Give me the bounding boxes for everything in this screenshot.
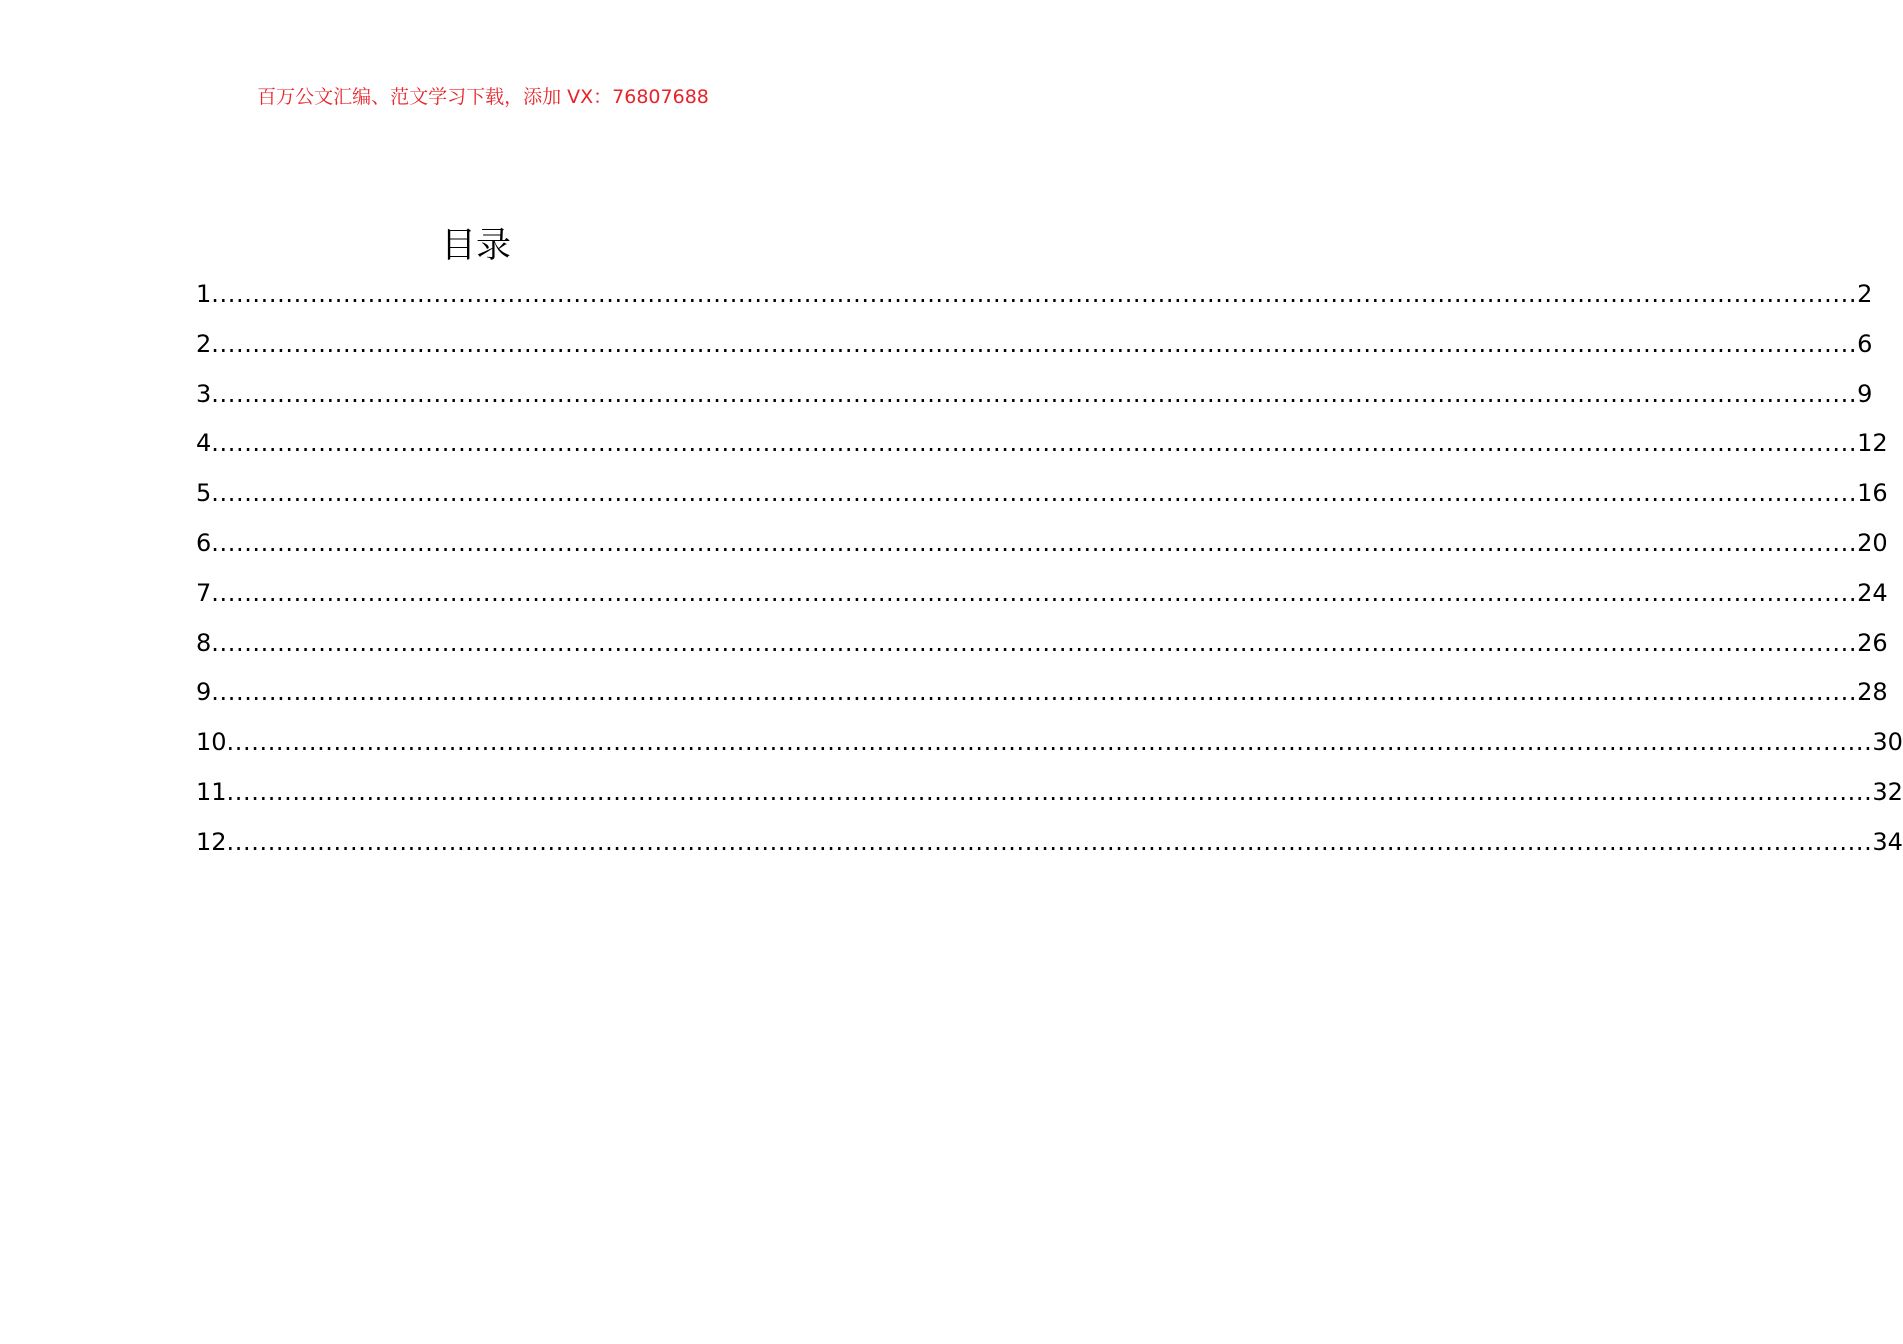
toc-dot-leader: ........................................................................................................................................................................................................ bbox=[211, 628, 1858, 657]
toc-entry-page-number: 34 bbox=[1872, 827, 1903, 856]
toc-entry-number: 5 bbox=[196, 479, 212, 508]
toc-entry-page-number: 24 bbox=[1857, 578, 1888, 607]
toc-entry[interactable] bbox=[196, 720, 1903, 770]
table-of-contents bbox=[196, 272, 1903, 870]
toc-entry[interactable] bbox=[196, 820, 1903, 870]
toc-entry[interactable] bbox=[196, 571, 1888, 621]
toc-entry-page-number: 12 bbox=[1857, 429, 1888, 458]
toc-dot-leader: ........................................................................................................................................................................................................ bbox=[211, 528, 1858, 557]
toc-entry[interactable] bbox=[196, 372, 1873, 422]
toc-dot-leader: ........................................................................................................................................................................................................ bbox=[226, 827, 1873, 856]
toc-entry-number: 3 bbox=[196, 379, 212, 408]
toc-entry-number: 9 bbox=[196, 678, 212, 707]
toc-entry-page-number: 32 bbox=[1872, 777, 1903, 806]
toc-entry-page-number: 16 bbox=[1857, 479, 1888, 508]
toc-entry[interactable] bbox=[196, 621, 1888, 671]
toc-entry-number: 12 bbox=[196, 827, 227, 856]
toc-title: 目录 bbox=[440, 226, 511, 266]
toc-entry[interactable] bbox=[196, 770, 1903, 820]
toc-entry-page-number: 30 bbox=[1872, 728, 1903, 757]
toc-entry-page-number: 9 bbox=[1857, 379, 1873, 408]
toc-entry[interactable] bbox=[196, 670, 1888, 720]
toc-entry-number: 10 bbox=[196, 728, 227, 757]
toc-entry-page-number: 28 bbox=[1857, 678, 1888, 707]
toc-entry-page-number: 26 bbox=[1857, 628, 1888, 657]
toc-dot-leader: ........................................................................................................................................................................................................ bbox=[211, 678, 1858, 707]
toc-entry[interactable] bbox=[196, 272, 1873, 322]
toc-entry-number: 1 bbox=[196, 280, 212, 308]
toc-dot-leader: ........................................................................................................................................................................................................ bbox=[211, 329, 1858, 358]
toc-dot-leader: ........................................................................................................................................................................................................ bbox=[211, 479, 1858, 508]
toc-entry-number: 8 bbox=[196, 628, 212, 657]
toc-entry-number: 11 bbox=[196, 777, 227, 806]
toc-entry-number: 2 bbox=[196, 329, 212, 358]
toc-dot-leader: ........................................................................................................................................................................................................ bbox=[226, 728, 1873, 757]
toc-dot-leader: ........................................................................................................................................................................................................ bbox=[211, 578, 1858, 607]
toc-dot-leader: ........................................................................................................................................................................................................ bbox=[226, 777, 1873, 806]
toc-entry-number: 6 bbox=[196, 528, 212, 557]
toc-dot-leader: ........................................................................................................................................................................................................ bbox=[211, 429, 1858, 458]
toc-entry[interactable] bbox=[196, 471, 1888, 521]
toc-entry-number: 7 bbox=[196, 578, 212, 607]
toc-dot-leader: ........................................................................................................................................................................................................ bbox=[211, 379, 1858, 408]
toc-entry[interactable] bbox=[196, 521, 1888, 571]
toc-entry[interactable] bbox=[196, 322, 1873, 372]
toc-entry[interactable] bbox=[196, 421, 1888, 471]
toc-entry-page-number: 6 bbox=[1857, 329, 1873, 358]
toc-entry-number: 4 bbox=[196, 429, 212, 458]
toc-entry-page-number: 20 bbox=[1857, 528, 1888, 557]
toc-entry-page-number: 2 bbox=[1857, 280, 1873, 308]
toc-dot-leader: ........................................................................................................................................................................................................ bbox=[211, 280, 1858, 308]
header-note: 百万公文汇编、范文学习下载，添加 VX：76807688 bbox=[257, 86, 709, 108]
